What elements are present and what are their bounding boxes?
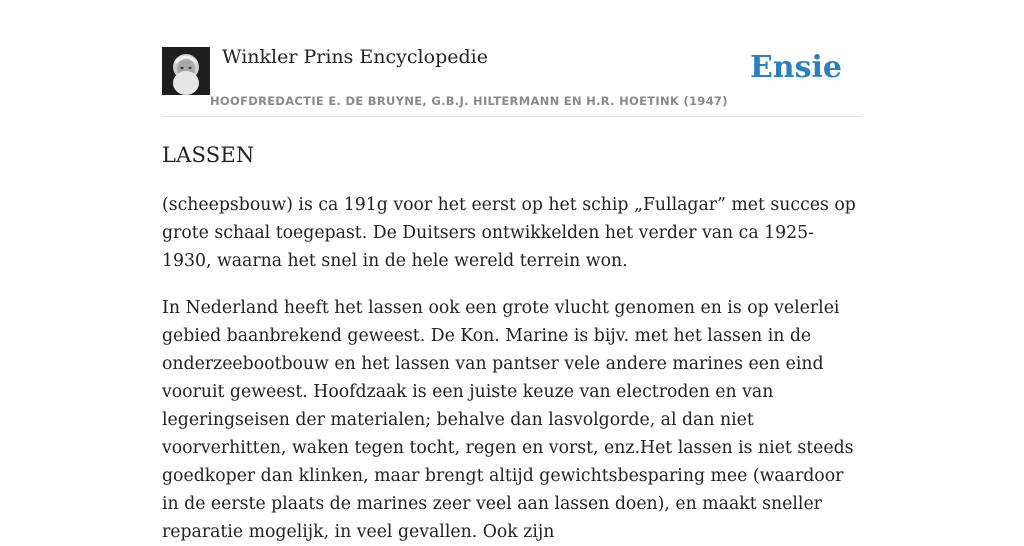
editor-portrait-avatar [162, 47, 210, 95]
source-header [162, 0, 862, 117]
content-column [162, 0, 862, 546]
entry-paragraph: In Nederland heeft het lassen ook een grote vlucht genomen en is op velerlei gebied baanbrekend geweest. De Kon. Marine is bijv. met het lassen in de onderzeebootbouw en het lassen van pantser vele andere marines een eind vooruit geweest. Hoofdzaak is een juiste keuze van electroden en van legeringseisen der materialen; behalve dan lasvolgorde, al dan niet voorverhitten, waken tegen tocht, regen en vorst, enz.Het lassen is niet steeds goedkoper dan klinken, maar brengt altijd gewichtsbesparing mee (waardoor in de eerste plaats de marines zeer veel aan lassen doen), en maakt sneller reparatie mogelijk, in veel gevallen. Ook zijn [162, 298, 854, 542]
editors-line: HOOFDREDACTIE E. DE BRUYNE, G.B.J. HILTERMANN EN H.R. HOETINK (1947) [210, 94, 728, 108]
portrait-image [162, 47, 210, 95]
entry-title: LASSEN [162, 143, 255, 167]
encyclopedia-title[interactable]: Winkler Prins Encyclopedie [222, 46, 488, 68]
entry-paragraph: (scheepsbouw) is ca 191g voor het eerst op het schip „Fullagar” met succes op grote schaal toegepast. De Duitsers ontwikkelden het verder van ca 1925-1930, waarna het snel in de hele wereld terrein won. [162, 195, 856, 271]
ensie-logo-link[interactable]: Ensie [749, 50, 842, 85]
